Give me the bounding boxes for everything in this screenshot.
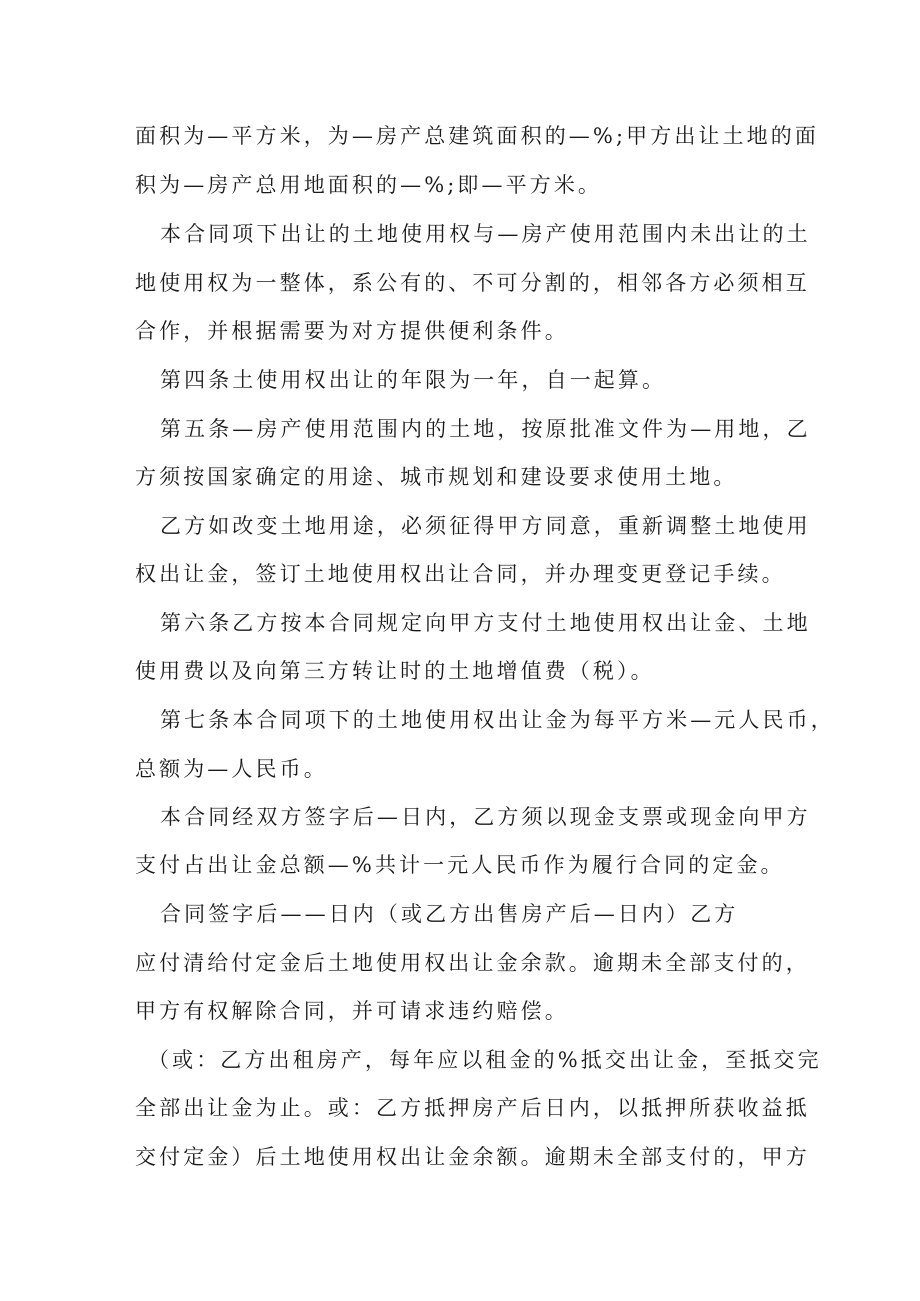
text-line: 权出让金，签订土地使用权出让合同，并办理变更登记手续。 bbox=[135, 562, 786, 586]
text-line: 第六条乙方按本合同规定向甲方支付土地使用权出让金、土地 bbox=[160, 611, 811, 635]
text-line: 支付占出让金总额—%共计一元人民币作为履行合同的定金。 bbox=[135, 853, 785, 877]
text-line: 地使用权为一整体，系公有的、不可分割的，相邻各方必须相互 bbox=[135, 271, 810, 295]
text-line: 本合同项下出让的土地使用权与—房产使用范围内未出让的土 bbox=[160, 222, 811, 246]
text-line: 应付清给付定金后土地使用权出让金余款。逾期未全部支付的， bbox=[135, 951, 810, 975]
text-line: 合同签字后——日内（或乙方出售房产后—日内）乙方 bbox=[160, 902, 739, 926]
text-line: 使用费以及向第三方转让时的土地增值费（税）。 bbox=[135, 659, 655, 683]
text-line: 第四条土使用权出让的年限为一年，自一起算。 bbox=[160, 368, 667, 392]
text-line: 合作，并根据需要为对方提供便利条件。 bbox=[135, 319, 569, 343]
text-line: 积为—房产总用地面积的—%;即—平方米。 bbox=[135, 173, 603, 197]
text-line: 交付定金）后土地使用权出让金余额。逾期未全部支付的，甲方 bbox=[135, 1145, 810, 1169]
text-line: 甲方有权解除合同，并可请求违约赔偿。 bbox=[135, 999, 569, 1023]
text-line: （或：乙方出租房产，每年应以租金的%抵交出让金，至抵交完 bbox=[148, 1048, 822, 1072]
text-line: 本合同经双方签字后—日内，乙方须以现金支票或现金向甲方 bbox=[160, 805, 811, 829]
text-line: 方须按国家确定的用途、城市规划和建设要求使用土地。 bbox=[135, 465, 738, 489]
text-line: 总额为—人民币。 bbox=[135, 757, 328, 781]
text-line: 乙方如改变土地用途，必须征得甲方同意，重新调整土地使用 bbox=[160, 514, 811, 538]
text-line: 面积为—平方米，为—房产总建筑面积的—%;甲方出让土地的面 bbox=[135, 124, 819, 148]
text-line: 全部出让金为止。或：乙方抵押房产后日内，以抵押所获收益抵 bbox=[135, 1096, 810, 1120]
text-line: 第七条本合同项下的土地使用权出让金为每平方米—元人民币， bbox=[160, 708, 835, 732]
text-line: 第五条—房产使用范围内的土地，按原批准文件为—用地，乙 bbox=[160, 417, 811, 441]
